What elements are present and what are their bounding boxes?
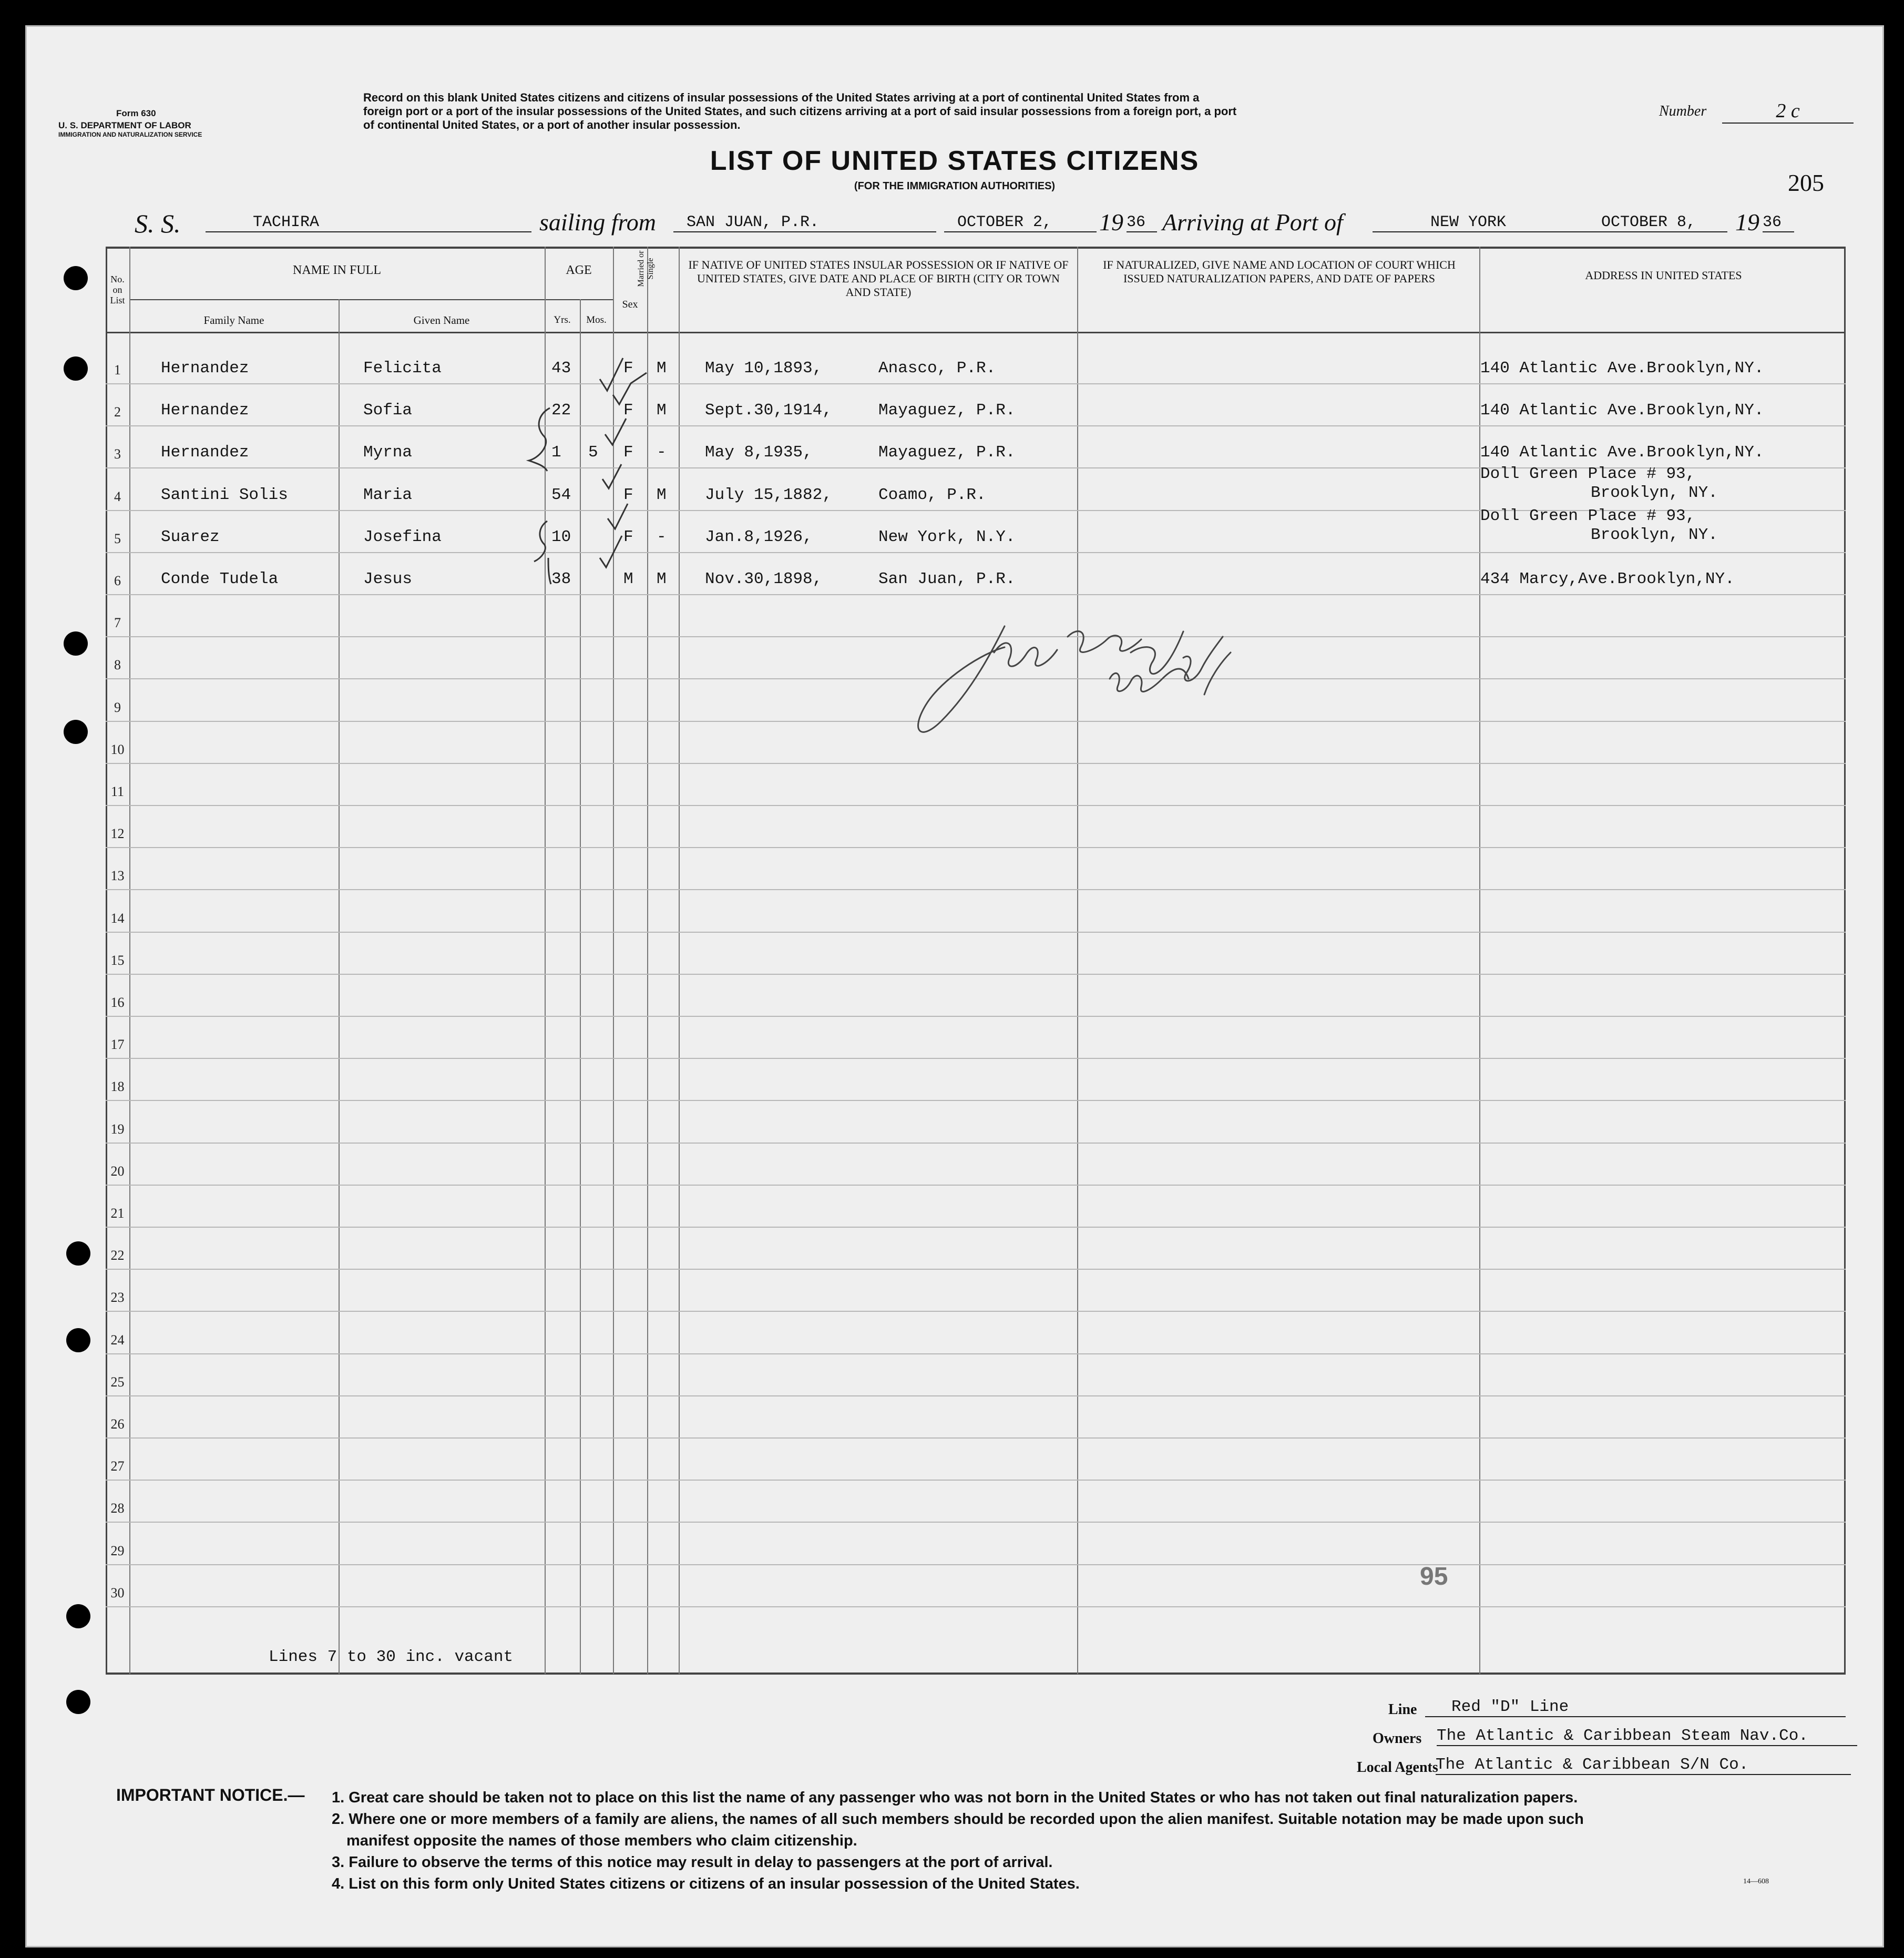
birth-place-cell: Mayaguez, P.R.: [878, 443, 1016, 462]
birth-date-cell: May 10,1893,: [705, 359, 823, 378]
row-rule: [106, 383, 1846, 384]
arriving-label: Arriving at Port of: [1162, 209, 1343, 236]
col-divider: [129, 247, 130, 1674]
given-name-cell: Maria: [363, 486, 413, 504]
manifest-sheet: [25, 25, 1884, 1947]
notice-item-2: 2. Where one or more members of a family are aliens, the names of all such members should be recorded upon the alien manifest. Suitable notation may be made upon such: [332, 1811, 1584, 1828]
family-name-cell: Conde Tudela: [161, 570, 279, 588]
line-number: 25: [110, 1374, 125, 1390]
birth-date-cell: Jan.8,1926,: [705, 528, 813, 546]
header-sex: Sex: [622, 299, 638, 310]
departure-date: OCTOBER 2,: [944, 213, 1097, 232]
marital-status-cell: M: [657, 486, 667, 504]
given-name-cell: Josefina: [363, 528, 442, 546]
line-number: 19: [110, 1121, 125, 1137]
row-rule: [106, 1395, 1846, 1396]
page-number: 205: [1788, 169, 1824, 196]
marital-status-cell: -: [657, 443, 667, 462]
line-number: 1: [114, 362, 121, 378]
header-bottom-rule: [106, 332, 1846, 333]
birth-date-cell: May 8,1935,: [705, 443, 813, 462]
line-label: Line: [1388, 1701, 1417, 1718]
punch-hole: [66, 1690, 90, 1714]
line-number: 23: [110, 1290, 125, 1305]
family-name-cell: Hernandez: [161, 359, 249, 378]
departure-year: 36: [1127, 213, 1157, 232]
address-cell: Doll Green Place # 93,: [1480, 465, 1696, 483]
line-number: 20: [110, 1164, 125, 1179]
punch-hole: [66, 1328, 90, 1352]
given-name-cell: Myrna: [363, 443, 413, 462]
birth-place-cell: Coamo, P.R.: [878, 486, 986, 504]
local-agents-label: Local Agents: [1357, 1759, 1438, 1776]
age-years-cell: 43: [551, 359, 571, 378]
table-bottom-rule: [106, 1673, 1846, 1675]
department-label: U. S. DEPARTMENT OF LABOR: [58, 120, 191, 130]
notice-item-3: 3. Failure to observe the terms of this notice may result in delay to passengers at the port of arrival.: [332, 1854, 1053, 1871]
line-number: 10: [110, 742, 125, 757]
col-divider: [339, 299, 340, 1674]
row-rule: [106, 1185, 1846, 1186]
row-rule: [106, 1522, 1846, 1523]
family-name-cell: Suarez: [161, 528, 220, 546]
header-naturalized: IF NATURALIZED, GIVE NAME AND LOCATION OF COURT WHICH ISSUED NATURALIZATION PAPERS, AND DATE OF PAPERS: [1103, 258, 1456, 285]
departure-port: SAN JUAN, P.R.: [673, 213, 936, 232]
birth-place-cell: Mayaguez, P.R.: [878, 401, 1016, 420]
line-number: 15: [110, 953, 125, 968]
marital-status-cell: M: [657, 359, 667, 378]
page-title: LIST OF UNITED STATES CITIZENS: [710, 146, 1200, 176]
row-rule: [106, 847, 1846, 848]
row-rule: [106, 552, 1846, 553]
row-rule: [106, 425, 1846, 426]
line-number: 13: [110, 868, 125, 883]
marital-status-cell: -: [657, 528, 667, 546]
age-years-cell: 22: [551, 401, 571, 420]
row-rule: [106, 1016, 1846, 1017]
header-mos: Mos.: [586, 314, 607, 325]
line-number: 22: [110, 1248, 125, 1263]
line-number: 7: [114, 615, 121, 630]
row-rule: [106, 1058, 1846, 1059]
arrival-date: OCTOBER 8,: [1578, 213, 1727, 232]
given-name-cell: Sofia: [363, 401, 413, 420]
row-rule: [106, 1100, 1846, 1101]
page-subtitle: (FOR THE IMMIGRATION AUTHORITIES): [854, 180, 1056, 192]
line-number: 18: [110, 1079, 125, 1094]
line-number: 21: [110, 1206, 125, 1221]
line-number: 8: [114, 657, 121, 672]
header-birth: IF NATIVE OF UNITED STATES INSULAR POSSESSION OR IF NATIVE OF UNITED STATES, GIVE DATE AND PLACE OF BIRTH (CITY OR TOWN AND STATE): [688, 258, 1069, 299]
name-group-rule: [129, 299, 570, 300]
sex-cell: F: [623, 401, 633, 420]
punch-hole: [64, 720, 88, 744]
notice-item-4: 4. List on this form only United States citizens or citizens of an insular possession of the United States.: [332, 1875, 1080, 1892]
punch-hole: [64, 356, 88, 381]
row-rule: [106, 1480, 1846, 1481]
row-rule: [106, 932, 1846, 933]
age-years-cell: 10: [551, 528, 571, 546]
row-rule: [106, 889, 1846, 890]
family-name-cell: Hernandez: [161, 401, 249, 420]
header-yrs: Yrs.: [554, 314, 571, 325]
address-cell: Brooklyn, NY.: [1591, 484, 1718, 502]
row-rule: [106, 594, 1846, 595]
instruction-line-2: foreign port or a port of the insular possessions of the United States, and such citizens arriving at a port of said insular possessions from a foreign port, a port: [363, 105, 1237, 118]
instruction-line-3: of continental United States, or a port of another insular possession.: [363, 118, 741, 131]
line-number: 6: [114, 573, 121, 588]
row-rule: [106, 974, 1846, 975]
instruction-line-1: Record on this blank United States citizens and citizens of insular possessions of the United States arriving at a port of continental United States from a: [363, 91, 1200, 104]
header-name-in-full: NAME IN FULL: [293, 263, 381, 277]
line-value: Red "D" Line: [1425, 1698, 1846, 1717]
table-right-rule: [1844, 247, 1846, 1674]
punch-hole: [66, 1604, 90, 1628]
signature: [910, 616, 1330, 773]
local-agents-value: The Atlantic & Caribbean S/N Co.: [1436, 1756, 1851, 1775]
owners-label: Owners: [1373, 1730, 1422, 1747]
header-age: AGE: [566, 263, 592, 277]
row-rule: [106, 1606, 1846, 1607]
col-divider: [1077, 247, 1078, 1674]
row-rule: [106, 1437, 1846, 1439]
line-number: 30: [110, 1585, 125, 1600]
sex-cell: F: [623, 443, 633, 462]
ship-name: TACHIRA: [206, 213, 531, 232]
sex-cell: M: [623, 570, 633, 588]
marital-status-cell: M: [657, 570, 667, 588]
line-number: 24: [110, 1332, 125, 1348]
header-no-on-list: No. on List: [110, 274, 125, 305]
address-cell: 140 Atlantic Ave.Brooklyn,NY.: [1480, 359, 1764, 378]
line-number: 4: [114, 489, 121, 504]
notice-heading: IMPORTANT NOTICE.—: [116, 1786, 305, 1804]
sex-cell: F: [623, 528, 633, 546]
line-number: 2: [114, 404, 121, 420]
family-name-cell: Santini Solis: [161, 486, 288, 504]
number-value: 2 c: [1722, 99, 1854, 124]
row-rule: [106, 1564, 1846, 1565]
notice-item-1: 1. Great care should be taken not to place on this list the name of any passenger who was not born in the United States or who has not taken out final naturalization papers.: [332, 1789, 1578, 1806]
punch-hole: [66, 1241, 90, 1266]
birth-place-cell: New York, N.Y.: [878, 528, 1016, 546]
arrival-port: NEW YORK: [1373, 213, 1578, 232]
form-number: Form 630: [116, 108, 156, 118]
sex-cell: F: [623, 359, 633, 378]
arrival-year-prefix: 19: [1735, 209, 1759, 236]
line-number: 16: [110, 995, 125, 1010]
row-rule: [106, 1311, 1846, 1312]
arrival-year: 36: [1763, 213, 1794, 232]
owners-value: The Atlantic & Caribbean Steam Nav.Co.: [1437, 1727, 1857, 1746]
age-years-cell: 54: [551, 486, 571, 504]
birth-place-cell: San Juan, P.R.: [878, 570, 1016, 588]
family-name-cell: Hernandez: [161, 443, 249, 462]
service-label: IMMIGRATION AND NATURALIZATION SERVICE: [58, 131, 202, 138]
line-number: 11: [110, 784, 125, 799]
line-number: 27: [110, 1459, 125, 1474]
notice-item-2-cont: manifest opposite the names of those members who claim citizenship.: [346, 1832, 857, 1849]
line-number: 26: [110, 1416, 125, 1432]
row-rule: [106, 1143, 1846, 1144]
address-cell: 140 Atlantic Ave.Brooklyn,NY.: [1480, 401, 1764, 420]
line-number: 12: [110, 826, 125, 841]
age-years-cell: 38: [551, 570, 571, 588]
header-address: ADDRESS IN UNITED STATES: [1585, 269, 1742, 282]
marital-status-cell: M: [657, 401, 667, 420]
line-number: 3: [114, 446, 121, 462]
row-rule: [106, 1227, 1846, 1228]
row-rule: [106, 805, 1846, 806]
birth-date-cell: July 15,1882,: [705, 486, 832, 504]
line-number: 14: [110, 911, 125, 926]
vacant-lines-note: Lines 7 to 30 inc. vacant: [269, 1648, 514, 1666]
header-given-name: Given Name: [413, 314, 470, 327]
line-number: 28: [110, 1501, 125, 1516]
birth-date-cell: Sept.30,1914,: [705, 401, 832, 420]
address-cell: Doll Green Place # 93,: [1480, 507, 1696, 525]
age-group-rule: [545, 299, 613, 300]
birth-place-cell: Anasco, P.R.: [878, 359, 996, 378]
punch-hole: [64, 631, 88, 656]
number-label: Number: [1659, 103, 1707, 119]
given-name-cell: Felicita: [363, 359, 442, 378]
notice-items: [332, 1787, 1584, 1895]
departure-year-prefix: 19: [1099, 209, 1123, 236]
table-top-rule: [106, 247, 1846, 249]
row-rule: [106, 1353, 1846, 1354]
birth-date-cell: Nov.30,1898,: [705, 570, 823, 588]
line-number: 17: [110, 1037, 125, 1052]
header-married-single: Married or Single: [637, 250, 655, 287]
row-rule: [106, 1269, 1846, 1270]
sex-cell: F: [623, 486, 633, 504]
instructions: [363, 91, 1236, 132]
stamp-number: 95: [1420, 1563, 1448, 1590]
address-cell: Brooklyn, NY.: [1591, 526, 1718, 544]
ss-label: S. S.: [135, 209, 181, 238]
line-number: 29: [110, 1543, 125, 1558]
given-name-cell: Jesus: [363, 570, 413, 588]
line-number: 9: [114, 700, 121, 715]
print-code: 14—608: [1743, 1878, 1769, 1885]
address-cell: 140 Atlantic Ave.Brooklyn,NY.: [1480, 443, 1764, 462]
sailing-from-label: sailing from: [539, 209, 656, 236]
punch-hole: [64, 266, 88, 290]
line-number: 5: [114, 531, 121, 546]
age-months-cell: 5: [588, 443, 598, 462]
header-family-name: Family Name: [203, 314, 264, 327]
age-years-cell: 1: [551, 443, 561, 462]
address-cell: 434 Marcy,Ave.Brooklyn,NY.: [1480, 570, 1735, 588]
check-marks: [500, 332, 679, 647]
col-divider: [679, 247, 680, 1674]
